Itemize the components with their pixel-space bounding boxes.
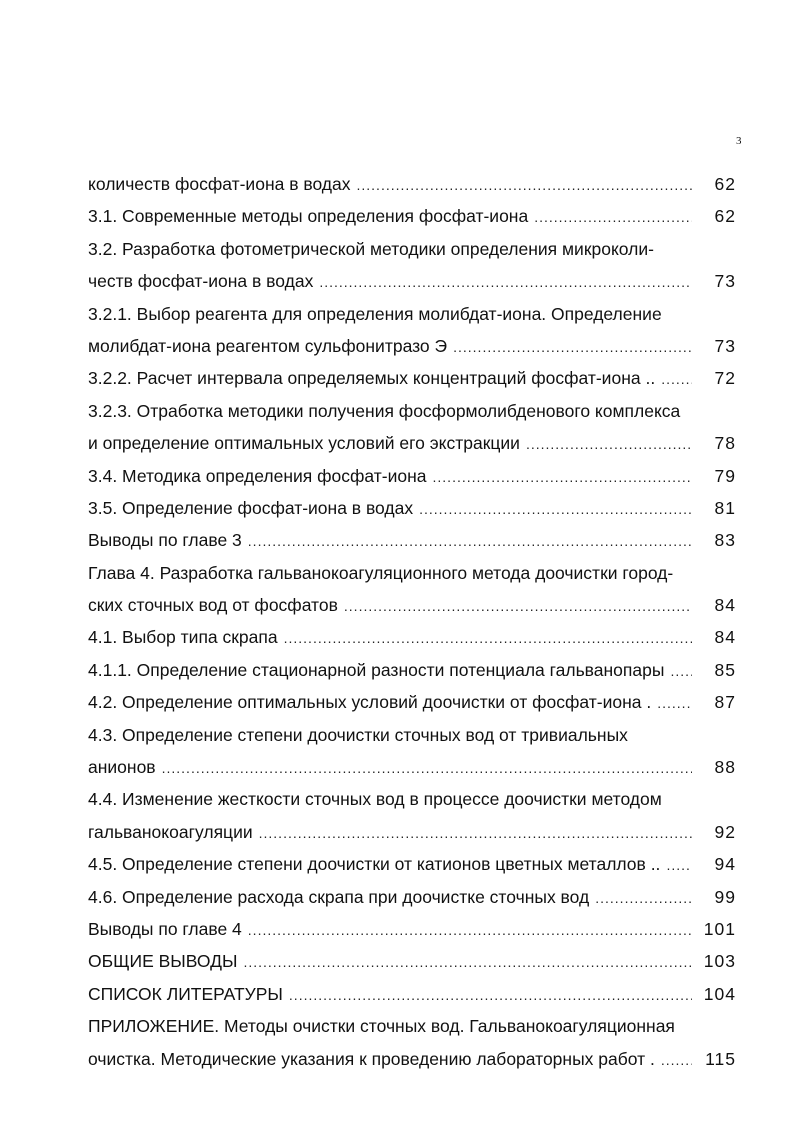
toc-line [88,330,736,362]
toc-line [88,1043,736,1075]
toc-page-number: 94 [714,854,736,875]
toc-page-number: 85 [714,659,736,680]
toc-page-number: 62 [714,174,736,194]
toc-entry-text: 3.2.3. Отработка методики получения фосформолибденового комплекса [88,400,681,421]
toc-line [88,589,736,621]
toc-page-number: 83 [714,530,736,551]
toc-page-number: 81 [714,497,736,518]
toc-line [88,427,736,459]
toc-line [88,168,736,200]
toc-entry-text: 4.3. Определение степени доочистки сточных вод от тривиальных [88,724,628,745]
toc-line [88,492,736,524]
toc-line [88,686,736,718]
toc-entry-text: 4.6. Определение расхода скрапа при доочистке сточных вод [88,886,590,907]
toc-page-number: 84 [714,595,736,616]
toc-entry-text: ПРИЛОЖЕНИЕ. Методы очистки сточных вод. Гальванокоагуляционная [88,1016,675,1037]
toc-entry-text: и определение оптимальных условий его экстракции [88,433,520,454]
dot-leader [357,169,693,200]
dot-leader [433,461,692,492]
table-of-contents [88,168,736,1075]
toc-line [88,1010,736,1042]
toc-entry-text: гальванокоагуляции [88,821,253,842]
dot-leader [289,979,692,1010]
toc-line [88,881,736,913]
toc-entry-text: 4.5. Определение степени доочистки от катионов цветных металлов .. [88,854,661,875]
toc-entry-text: 3.1. Современные методы определения фосфат-иона [88,206,529,227]
dot-leader [657,687,692,718]
toc-line [88,816,736,848]
dot-leader [661,363,692,394]
toc-page-number: 115 [705,1048,736,1069]
toc-line [88,460,736,492]
toc-line [88,654,736,686]
toc-entry-text: ских сточных вод от фосфатов [88,595,338,616]
toc-line [88,298,736,330]
dot-leader [453,331,692,362]
toc-line [88,848,736,880]
toc-line [88,233,736,265]
toc-line [88,621,736,653]
toc-entry-text: 4.1. Выбор типа скрапа [88,627,278,648]
toc-entry-text: СПИСОК ЛИТЕРАТУРЫ [88,983,283,1004]
toc-page-number: 103 [703,951,736,972]
toc-entry-text: 4.4. Изменение жесткости сточных вод в процессе доочистки методом [88,789,662,810]
toc-page-number: 99 [714,886,736,907]
dot-leader [284,622,692,653]
toc-entry-text: Выводы по главе 3 [88,530,242,551]
toc-line [88,945,736,977]
dot-leader [248,525,692,556]
toc-entry-text: 3.2. Разработка фотометрической методики определения микроколи- [88,238,654,259]
toc-entry-text: молибдат-иона реагентом сульфонитразо Э [88,335,448,356]
page-number: 3 [736,135,742,147]
dot-leader [319,266,692,297]
toc-line [88,524,736,556]
dot-leader [419,493,692,524]
toc-page-number: 62 [714,206,736,227]
toc-entry-text: 4.1.1. Определение стационарной разности потенциала гальванопары [88,659,665,680]
toc-page-number: 73 [714,271,736,292]
toc-entry-text: 4.2. Определение оптимальных условий доочистки от фосфат-иона . [88,692,652,713]
toc-page-number: 73 [714,335,736,356]
dot-leader [526,428,692,459]
toc-entry-text: анионов [88,757,156,778]
dot-leader [243,946,692,977]
toc-entry-text: 3.5. Определение фосфат-иона в водах [88,497,414,518]
toc-line [88,783,736,815]
toc-entry-text: 3.2.1. Выбор реагента для определения молибдат-иона. Определение [88,303,662,324]
toc-page-number: 84 [714,627,736,648]
dot-leader [666,849,692,880]
toc-page-number: 87 [714,692,736,713]
toc-entry-text: Выводы по главе 4 [88,918,242,939]
toc-line [88,978,736,1010]
toc-line [88,913,736,945]
dot-leader [534,201,692,232]
toc-entry-text: очистка. Методические указания к проведению лабораторных работ . [88,1048,655,1069]
dot-leader [248,914,692,945]
dot-leader [162,752,692,783]
toc-line [88,265,736,297]
dot-leader [259,817,692,848]
toc-entry-text: ОБЩИЕ ВЫВОДЫ [88,951,238,972]
toc-line [88,557,736,589]
dot-leader [661,1044,692,1075]
toc-page-number: 78 [714,433,736,454]
toc-line [88,751,736,783]
toc-entry-text: честв фосфат-иона в водах [88,271,314,292]
toc-page-number: 88 [714,757,736,778]
toc-entry-text: 3.2.2. Расчет интервала определяемых концентраций фосфат-иона .. [88,368,656,389]
toc-entry-text: 3.4. Методика определения фосфат-иона [88,465,427,486]
toc-line [88,395,736,427]
toc-page-number: 79 [714,465,736,486]
toc-entry-text: количеств фосфат-иона в водах [88,174,351,194]
toc-line [88,200,736,232]
toc-page-number: 92 [714,821,736,842]
toc-line [88,719,736,751]
toc-page-number: 72 [714,368,736,389]
dot-leader [344,590,692,621]
dot-leader [670,655,692,686]
toc-page-number: 101 [703,918,736,939]
toc-line [88,362,736,394]
toc-entry-text: Глава 4. Разработка гальванокоагуляционного метода доочистки город- [88,562,674,583]
dot-leader [595,882,692,913]
toc-page-number: 104 [703,983,736,1004]
